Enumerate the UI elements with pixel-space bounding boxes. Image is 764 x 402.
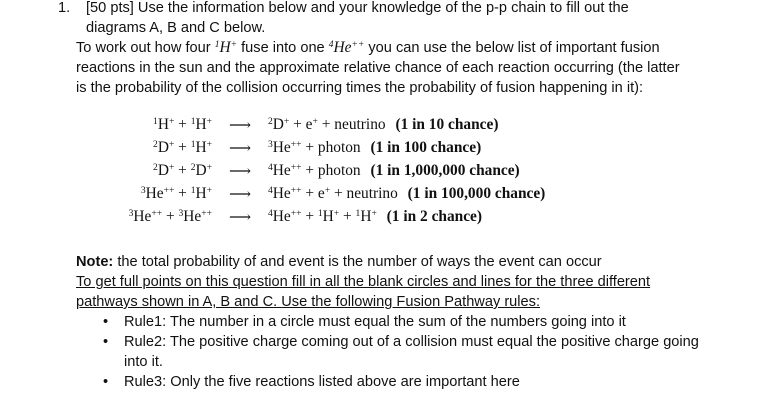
product-symbol: H xyxy=(360,208,372,225)
product-charge: ++ xyxy=(290,161,302,173)
product-symbol: photon xyxy=(317,162,361,179)
reactant-charge: ++ xyxy=(163,184,175,196)
product-symbol: neutrino xyxy=(334,116,386,133)
product-symbol: e xyxy=(305,116,313,133)
plus-sign: + xyxy=(317,116,335,133)
product xyxy=(306,116,318,133)
product-symbol: He xyxy=(272,139,291,156)
reactant-mass: 1 xyxy=(153,115,158,127)
reaction-rhs xyxy=(268,185,545,203)
reaction-row xyxy=(0,162,764,184)
reactant-mass: 1 xyxy=(190,184,196,196)
product xyxy=(356,208,377,225)
product-symbol: photon xyxy=(317,139,361,156)
reaction-chance: (1 in 10 chance) xyxy=(391,116,499,133)
product-symbol: neutrino xyxy=(346,185,398,202)
note-text: the total probability of and event is the number of ways the event can occur xyxy=(113,254,602,270)
product-symbol: He xyxy=(272,162,291,179)
question-line-4: reactions in the sun and the approximate relative chance of each reaction occurring (the latter xyxy=(76,60,680,76)
question-line-5: is the probability of the collision occurring times the probability of fusion happening in it): xyxy=(76,80,644,96)
reactant-symbol: D xyxy=(195,162,207,179)
question-line-3-part-b: fuse into one xyxy=(237,40,329,56)
rule-bullet-1: • xyxy=(103,314,109,330)
reactant-symbol: H xyxy=(195,185,207,202)
reaction-lhs xyxy=(0,185,212,203)
product-mass: 1 xyxy=(317,207,323,219)
reaction-rhs xyxy=(268,208,482,226)
plus-sign: + xyxy=(174,139,191,156)
product xyxy=(268,185,301,202)
product-mass: 2 xyxy=(268,115,273,127)
reactant-mass: 2 xyxy=(153,138,158,150)
rule-bullet-3: • xyxy=(103,374,109,390)
product-mass: 4 xyxy=(268,161,273,173)
instruction-line-1: To get full points on this question fill in all the blank circles and lines for the three different xyxy=(76,274,651,290)
reactant-symbol: D xyxy=(157,139,169,156)
reaction-row xyxy=(0,185,764,207)
reaction-rhs xyxy=(268,139,481,157)
reactant xyxy=(191,162,212,179)
product-charge: ++ xyxy=(290,184,302,196)
arrow-icon: ⟶ xyxy=(228,117,252,134)
reactant xyxy=(153,162,174,179)
reaction-chance: (1 in 2 chance) xyxy=(382,208,483,225)
reactant-mass: 2 xyxy=(153,161,158,173)
product-mass: 3 xyxy=(268,138,273,150)
product-charge: ++ xyxy=(290,207,302,219)
reactant-symbol: He xyxy=(145,185,164,202)
rule-2-text: Rule2: The positive charge coming out of a collision must equal the positive charge going xyxy=(124,334,699,350)
reactant-mass: 3 xyxy=(178,207,184,219)
product xyxy=(318,208,339,225)
reaction-chance: (1 in 100,000 chance) xyxy=(403,185,546,202)
product-mass: 4 xyxy=(268,184,273,196)
product-symbol: He xyxy=(272,208,291,225)
reactant-charge: + xyxy=(206,161,212,173)
plus-sign: + xyxy=(301,139,318,156)
product-symbol: He xyxy=(272,185,291,202)
product-charge: ++ xyxy=(290,138,302,150)
reactant xyxy=(191,185,212,202)
reactant xyxy=(191,139,212,156)
reactant xyxy=(141,185,174,202)
reaction-lhs xyxy=(0,116,212,134)
reaction-row xyxy=(0,208,764,230)
product-symbol: D xyxy=(272,116,284,133)
reactant-symbol: H xyxy=(195,139,207,156)
note-label: Note: xyxy=(76,254,114,270)
plus-sign: + xyxy=(289,116,306,133)
plus-sign: + xyxy=(301,162,318,179)
product-charge: + xyxy=(283,115,290,127)
reaction-chance: (1 in 1,000,000 chance) xyxy=(366,162,520,179)
plus-sign: + xyxy=(174,185,191,202)
rule-bullet-2: • xyxy=(103,334,109,350)
plus-sign: + xyxy=(301,185,318,202)
product-charge: + xyxy=(371,207,377,219)
reaction-row xyxy=(0,139,764,161)
product xyxy=(347,185,398,202)
reactant-charge: ++ xyxy=(151,207,163,219)
instruction-line-2: pathways shown in A, B and C. Use the following Fusion Pathway rules: xyxy=(76,294,540,310)
product-charge: + xyxy=(324,184,331,196)
reactant xyxy=(153,139,174,156)
product xyxy=(268,116,289,133)
reaction-row xyxy=(0,116,764,138)
reactant-symbol: He xyxy=(133,208,152,225)
reaction-chance: (1 in 100 chance) xyxy=(366,139,482,156)
product-charge: + xyxy=(333,207,340,219)
arrow-icon: ⟶ xyxy=(228,209,252,226)
helium-ion-formula: $^4$He++ xyxy=(328,38,365,56)
reaction-lhs xyxy=(0,208,212,226)
rule-3-text: Rule3: Only the five reactions listed above are important here xyxy=(124,374,520,390)
plus-sign: + xyxy=(174,162,191,179)
reaction-rhs xyxy=(268,162,520,180)
reactant-charge: + xyxy=(168,115,175,127)
reactant-mass: 1 xyxy=(190,115,196,127)
question-line-2: diagrams A, B and C below. xyxy=(86,20,266,36)
question-number: 1. xyxy=(58,0,71,16)
product-mass: 4 xyxy=(268,207,273,219)
reaction-lhs xyxy=(0,162,212,180)
reactant-symbol: H xyxy=(195,116,207,133)
product-symbol: e xyxy=(317,185,325,202)
product-mass: 1 xyxy=(355,207,361,219)
reactant xyxy=(179,208,212,225)
reactant xyxy=(153,116,174,133)
product xyxy=(318,185,330,202)
rule-2-text-cont: into it. xyxy=(124,354,163,370)
reactant-charge: ++ xyxy=(201,207,212,219)
plus-sign: + xyxy=(339,208,356,225)
reaction-rhs xyxy=(268,116,498,134)
reactant-symbol: He xyxy=(183,208,202,225)
question-line-3-part-c: you can use the below list of important fusion xyxy=(364,40,660,56)
reactant-mass: 2 xyxy=(190,161,196,173)
arrow-icon: ⟶ xyxy=(228,140,252,157)
reactant xyxy=(129,208,162,225)
reactant-symbol: H xyxy=(157,116,169,133)
product xyxy=(268,139,301,156)
product-charge: + xyxy=(312,115,318,127)
product-symbol: H xyxy=(322,208,334,225)
reactant xyxy=(191,116,212,133)
rule-1-text: Rule1: The number in a circle must equal the sum of the numbers going into it xyxy=(124,314,626,330)
product xyxy=(334,116,385,133)
question-line-1: [50 pts] Use the information below and your knowledge of the p-p chain to fill out the xyxy=(86,0,629,16)
product xyxy=(318,162,361,179)
note-line xyxy=(76,252,602,272)
reaction-lhs xyxy=(0,139,212,157)
reactant-mass: 1 xyxy=(190,138,196,150)
product xyxy=(268,208,301,225)
plus-sign: + xyxy=(330,185,347,202)
reactant-charge: + xyxy=(206,184,212,196)
reactant-mass: 3 xyxy=(140,184,146,196)
plus-sign: + xyxy=(174,116,191,133)
reactant-mass: 3 xyxy=(128,207,134,219)
arrow-icon: ⟶ xyxy=(228,163,252,180)
reactant-charge: + xyxy=(206,138,212,150)
reactant-charge: + xyxy=(206,115,212,127)
reactant-symbol: D xyxy=(157,162,169,179)
hydrogen-ion-formula: $^1$H+ xyxy=(214,38,238,56)
reactant-charge: + xyxy=(168,161,175,173)
plus-sign: + xyxy=(162,208,179,225)
reactant-charge: + xyxy=(168,138,175,150)
plus-sign: + xyxy=(301,208,318,225)
question-line-3 xyxy=(76,38,660,58)
product xyxy=(318,139,361,156)
product xyxy=(268,162,301,179)
arrow-icon: ⟶ xyxy=(228,186,252,203)
question-line-3-part-a: To work out how four xyxy=(76,40,215,56)
